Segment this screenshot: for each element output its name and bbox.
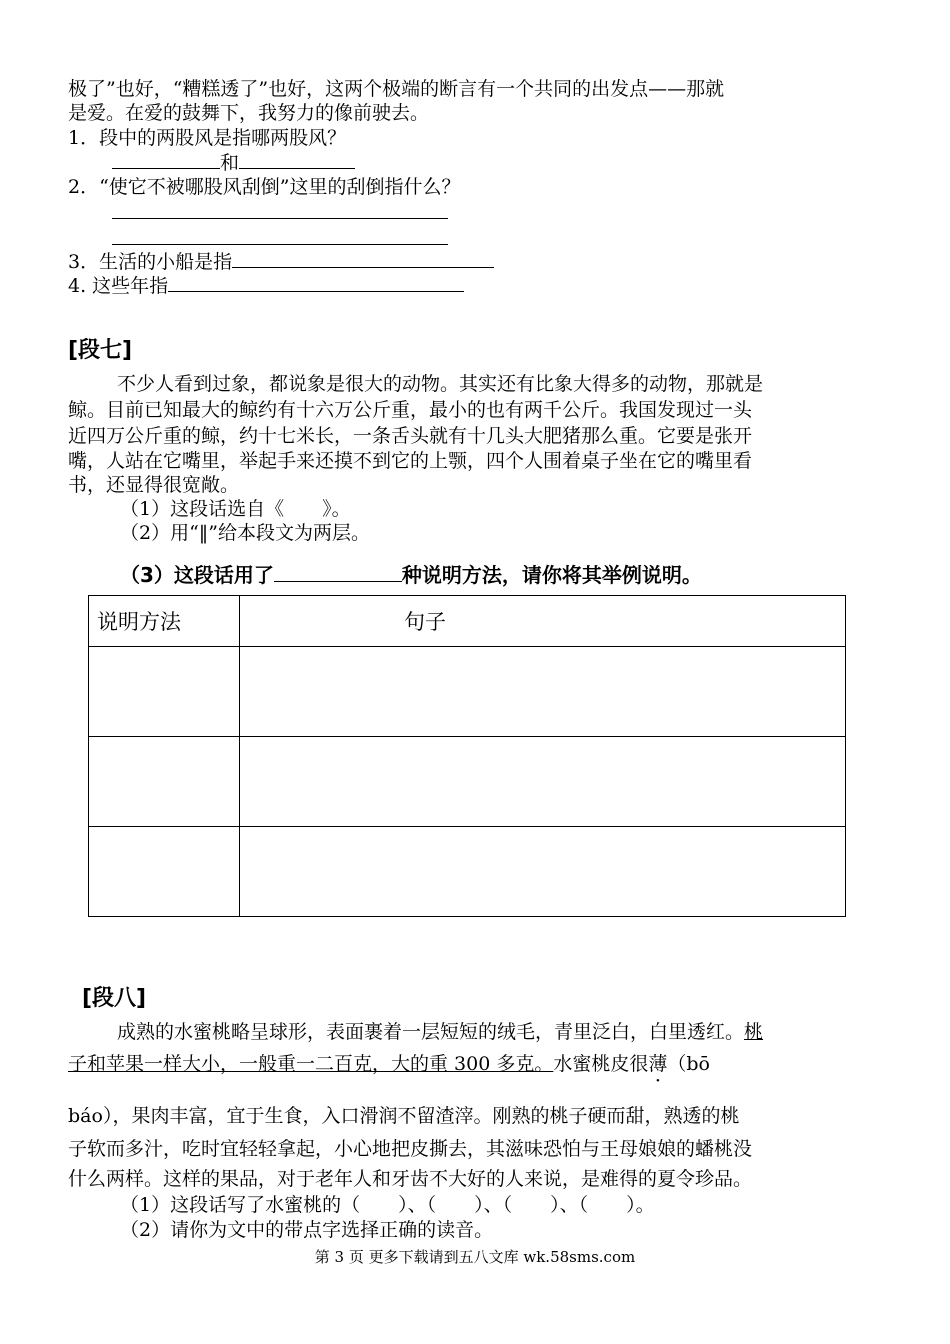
line-1-text: 成熟的水蜜桃略呈球形，表面裹着一层短短的绒毛，青里泛白，白里透红。: [117, 1021, 745, 1043]
section-8-question-2: （2）请你为文中的带点字选择正确的读音。: [120, 1219, 494, 1241]
question-2: 2．“使它不被哪股风刮倒”这里的刮倒指什么？: [68, 176, 461, 198]
pinyin-option-1: （bō: [667, 1053, 710, 1075]
question-3-post: 种说明方法，请你将其举例说明。: [401, 563, 702, 587]
section-8-heading: [段八]: [82, 986, 147, 1011]
line-2-text: 水蜜桃皮很: [553, 1053, 649, 1075]
header-sentence: 句子: [240, 596, 846, 647]
sentence-cell[interactable]: [240, 737, 846, 827]
section-7-para-line-2: 鲸。目前已知最大的鲸约有十六万公斤重，最小的也有两千公斤。我国发现过一头: [68, 399, 753, 421]
answer-blank[interactable]: [112, 150, 220, 169]
answer-blank[interactable]: [112, 226, 448, 245]
section-7-para-line-3: 近四万公斤重的鲸，约十七米长，一条舌头就有十几头大肥猪那么重。它要是张开: [68, 425, 753, 447]
page-footer: 第 3 页 更多下载请到五八文库 wk.58sms.com: [314, 1248, 636, 1266]
section-7-para-line-5: 书，还显得很宽敞。: [68, 474, 240, 496]
question-3-text: 3．生活的小船是指: [68, 251, 233, 273]
method-cell[interactable]: [89, 737, 240, 827]
table-row: [89, 737, 846, 827]
question-4-text: 4. 这些年指: [68, 275, 169, 297]
header-method: 说明方法: [89, 596, 240, 647]
answer-blank[interactable]: [168, 273, 464, 292]
dotted-character: 薄: [648, 1053, 668, 1075]
underlined-text: 桃: [744, 1021, 764, 1043]
question-2-answer-line-1: [112, 200, 448, 226]
answer-blank[interactable]: [232, 249, 494, 268]
section-7-para-line-1: 不少人看到过象，都说象是很大的动物。其实还有比象大得多的动物，那就是: [117, 373, 764, 395]
table-row: [89, 827, 846, 917]
answer-blank[interactable]: [274, 561, 402, 582]
and-label: 和: [220, 152, 240, 174]
question-3: [68, 249, 494, 275]
pinyin-option-2: báo: [68, 1105, 103, 1127]
underlined-text: 子和苹果一样大小，一般重一二百克，大的重 300 多克。: [68, 1053, 554, 1075]
sentence-cell[interactable]: [240, 827, 846, 917]
answer-blank[interactable]: [239, 150, 355, 169]
intro-line-2: 是爱。在爱的鼓舞下，我努力的像前驶去。: [68, 102, 430, 124]
answer-blank[interactable]: [112, 200, 448, 219]
section-8-line-3: [68, 1103, 739, 1129]
method-cell[interactable]: [89, 827, 240, 917]
question-1: 1．段中的两股风是指哪两股风？: [68, 127, 347, 149]
section-7-heading: [段七]: [68, 338, 133, 363]
section-8-line-1: [117, 1019, 763, 1045]
section-8-question-1: （1）这段话写了水蜜桃的（ ）、（ ）、（ ）、（ ）。: [120, 1194, 655, 1216]
sentence-cell[interactable]: [240, 647, 846, 737]
section-8-line-5: 什么两样。这样的果品，对于老年人和牙齿不大好的人来说，是难得的夏令珍品。: [68, 1168, 753, 1190]
line-3-text: ），果肉丰富，宜于生食，入口滑润不留渣滓。刚熟的桃子硬而甜，熟透的桃: [102, 1105, 740, 1127]
table-row: [89, 647, 846, 737]
section-7-question-1: （1）这段话选自《 》。: [120, 498, 351, 520]
table-header-row: [89, 596, 846, 647]
section-8-line-4: 子软而多汁，吃时宜轻轻拿起，小心地把皮撕去，其滋味恐怕与王母娘娘的蟠桃没: [68, 1138, 753, 1160]
question-4: [68, 273, 464, 299]
question-3-pre: （3）这段话用了: [120, 563, 274, 587]
section-7-para-line-4: 嘴，人站在它嘴里，举起手来还摸不到它的上颚，四个人围着桌子坐在它的嘴里看: [68, 450, 753, 472]
section-8-line-2: [68, 1051, 710, 1077]
question-1-answer-line: [112, 150, 355, 176]
intro-line-1: 极了”也好，“糟糕透了”也好，这两个极端的断言有一个共同的出发点——那就: [68, 78, 725, 100]
method-cell[interactable]: [89, 647, 240, 737]
explanation-methods-table: [88, 595, 846, 917]
section-7-question-2: （2）用“‖”给本段文为两层。: [120, 522, 371, 544]
section-7-question-3: [120, 559, 702, 588]
